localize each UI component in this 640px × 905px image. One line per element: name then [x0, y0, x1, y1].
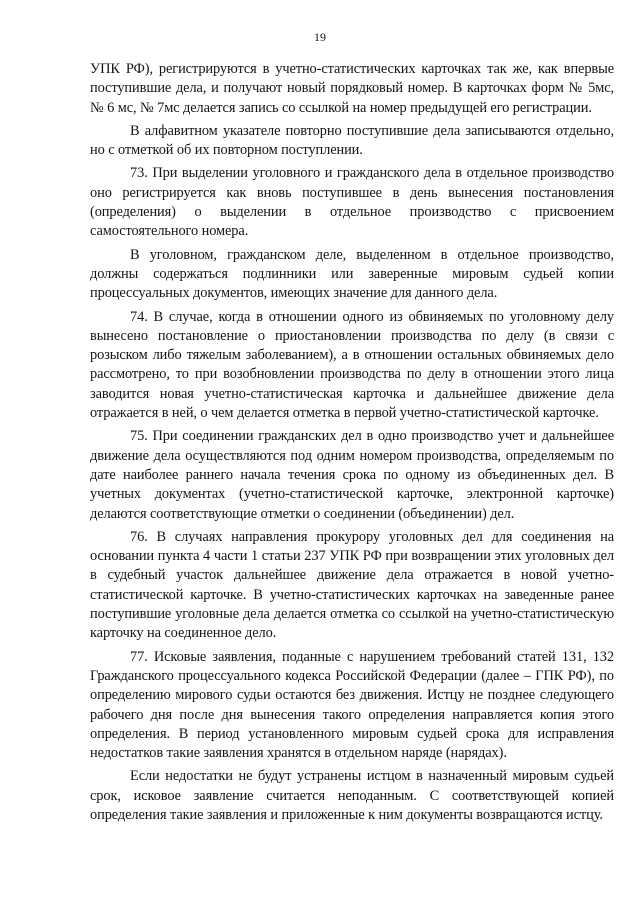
- paragraph-76: 76. В случаях направления прокурору уголовных дел для соединения на основании пункта 4 части 1 статьи 237 УПК РФ при возвращении этих уголовных дел в судебный участок дальнейшее движение дела отражается в новой учетно-статистической карточке. В учетно-статистических карточках на заведенные ранее поступившие уголовные дела делается отметка со ссылкой на учетно-статистическую карточку на соединенное дело.: [90, 528, 614, 642]
- paragraph-continuation: УПК РФ), регистрируются в учетно-статистических карточках так же, как впервые поступившие дела, и получают новый порядковый номер. В карточках форм № 5мс, № 6 мс, № 7мс делается запись со ссылкой на номер предыдущей его регистрации.: [90, 61, 614, 116]
- page-number: 19: [314, 30, 326, 44]
- paragraph-77: 77. Исковые заявления, поданные с нарушением требований статей 131, 132 Гражданского процессуального кодекса Российской Федерации (далее – ГПК РФ), по определению мирового судьи остаются без движения. Истцу не позднее следующего рабочего дня после дня вынесения такого определения направляется копия этого определения. В период установленного мировым судьей срока для исправления недостатков такие заявления хранятся в отдельном наряде (нарядах).: [90, 648, 614, 762]
- paragraph-uncorrected-defects: Если недостатки не будут устранены истцом в назначенный мировым судьей срок, исковое заявление считается неподанным. С соответствующей копией определения такие заявления и приложенные к ним документы возвращаются истцу.: [90, 768, 614, 823]
- paragraph-alphabetical-index: В алфавитном указателе повторно поступившие дела записываются отдельно, но с отметкой об их повторном поступлении.: [90, 122, 614, 159]
- paragraph-74: 74. В случае, когда в отношении одного из обвиняемых по уголовному делу вынесено постановление о приостановлении производства по делу (в связи с розыском либо тяжелым заболеванием), а в отношении остальных обвиняемых дело рассмотрено, то при возобновлении производства по делу в отношении этого лица заводится новая учетно-статистическая карточка и дальнейшее движение дела отражается в ней, о чем делается отметка в первой учетно-статистической карточке.: [90, 308, 614, 422]
- paragraph-75: 75. При соединении гражданских дел в одно производство учет и дальнейшее движение дела осуществляются под одним номером производства, определяемым по дате наиболее раннего начала течения срока по одному из объединенных дел. В учетных документах (учетно-статистической карточке, электронной карточке) делаются соответствующие отметки о соединении (объединении) дел.: [90, 428, 614, 522]
- paragraph-separated-case-contents: В уголовном, гражданском деле, выделенном в отдельное производство, должны содержаться подлинники или заверенные мировым судьей копии процессуальных документов, имеющих значение для данного дела.: [90, 246, 614, 302]
- paragraph-73: 73. При выделении уголовного и гражданского дела в отдельное производство оно регистрируется как вновь поступившее в день вынесения постановления (определения) о выделении в отдельное производство с присвоением самостоятельного номера.: [90, 165, 614, 240]
- document-body: [90, 60, 614, 829]
